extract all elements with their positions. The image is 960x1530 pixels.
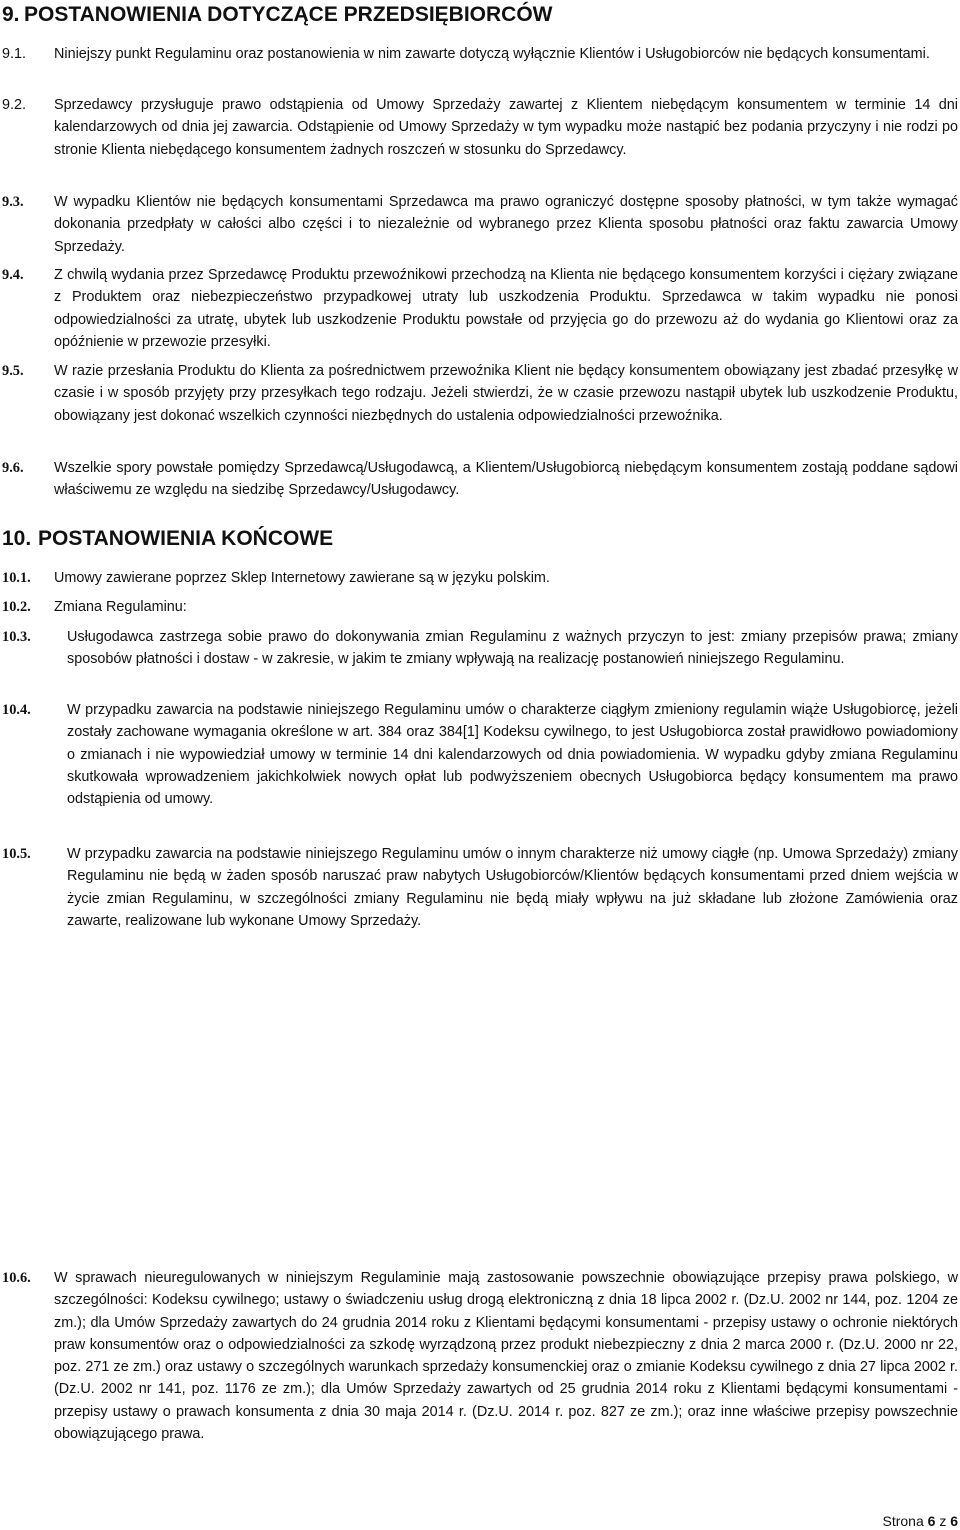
clause-text: Umowy zawierane poprzez Sklep Internetowy zawierane są w języku polskim. bbox=[54, 570, 550, 586]
clause-number: 10.2. bbox=[2, 599, 31, 615]
clause-10-5 bbox=[2, 843, 958, 932]
section-9-heading bbox=[2, 3, 553, 27]
current-page: 6 bbox=[927, 1513, 936, 1529]
section-10-title: POSTANOWIENIA KOŃCOWE bbox=[38, 527, 334, 550]
section-10-number: 10. bbox=[2, 527, 32, 550]
section-9-title: POSTANOWIENIA DOTYCZĄCE PRZEDSIĘBIORCÓW bbox=[24, 3, 553, 26]
page-word: Strona bbox=[882, 1513, 924, 1529]
clause-10-3 bbox=[2, 626, 958, 671]
clause-9-1 bbox=[2, 43, 958, 65]
clause-number: 9.5. bbox=[2, 363, 24, 379]
page-of: z bbox=[939, 1513, 947, 1529]
clause-number: 10.6. bbox=[2, 1270, 31, 1286]
clause-10-2 bbox=[2, 596, 958, 618]
clause-number: 10.5. bbox=[2, 846, 31, 862]
clause-text: Wszelkie spory powstałe pomiędzy Sprzedawcą/Usługodawcą, a Klientem/Usługobiorcą niebędącym konsumentem zostają poddane sądowi właściwemu ze względu na siedzibę Sprzedawcy/Usługodawcy. bbox=[54, 460, 958, 499]
clause-number: 9.4. bbox=[2, 267, 24, 283]
clause-text: W sprawach nieuregulowanych w niniejszym Regulaminie mają zastosowanie powszechnie obowiązujące przepisy prawa polskiego, w szczególności: Kodeksu cywilnego; ustawy o świadczeniu usług drogą elektroniczną z dnia 18 lipca 2002 r. (Dz.U. 2002 nr 144, poz. 1204 ze zm.); dla Umów Sprzedaży zawartych do 24 grudnia 2014 roku z Klientami będącymi konsumentami - przepisy ustawy o ochronie niektórych praw konsumentów oraz o odpowiedzialności za szkodę wyrządzoną przez produkt niebezpieczny z dnia 2 marca 2000 r. (Dz.U. 2000 nr 22, poz. 271 ze zm.) oraz ustawy o szczególnych warunkach sprzedaży konsumenckiej oraz o zmianie Kodeksu cywilnego z dnia 27 lipca 2002 r. (Dz.U. 2002 nr 141, poz. 1176 ze zm.); dla Umów Sprzedaży zawartych od 25 grudnia 2014 roku z Klientami będącymi konsumentami - przepisy ustawy o prawach konsumenta z dnia 30 maja 2014 r. (Dz.U. 2014 r. poz. 827 ze zm.); oraz inne właściwe przepisy powszechnie obowiązującego prawa. bbox=[54, 1270, 958, 1443]
clause-number: 10.3. bbox=[2, 629, 31, 645]
clause-text: W razie przesłania Produktu do Klienta za pośrednictwem przewoźnika Klient nie będący konsumentem obowiązany jest zbadać przesyłkę w czasie i w sposób przyjęty przy przesyłkach tego rodzaju. Jeżeli stwierdzi, że w czasie przewozu nastąpił ubytek lub uszkodzenie Produktu, obowiązany jest dokonać wszelkich czynności niezbędnych do ustalenia odpowiedzialności przewoźnika. bbox=[54, 363, 958, 424]
clause-10-4 bbox=[2, 699, 958, 810]
total-pages: 6 bbox=[950, 1513, 958, 1529]
clause-10-1 bbox=[2, 567, 958, 589]
clause-text: Z chwilą wydania przez Sprzedawcę Produktu przewoźnikowi przechodzą na Klienta nie będącego konsumentem korzyści i ciężary związane z Produktem oraz niebezpieczeństwo przypadkowej utraty lub uszkodzenia Produktu. Sprzedawca w takim wypadku nie ponosi odpowiedzialności za utratę, ubytek lub uszkodzenie Produktu powstałe od przyjęcia go do przewozu aż do wydania go Klientowi oraz za opóźnienie w przewozie przesyłki. bbox=[54, 267, 958, 350]
clause-number: 9.3. bbox=[2, 194, 24, 210]
clause-9-5 bbox=[2, 360, 958, 427]
clause-number: 10.4. bbox=[2, 702, 31, 718]
section-9-number: 9. bbox=[2, 3, 20, 26]
clause-number: 9.2. bbox=[2, 97, 27, 113]
clause-9-4 bbox=[2, 264, 958, 353]
section-10-heading bbox=[2, 527, 333, 551]
clause-text: Zmiana Regulaminu: bbox=[54, 599, 187, 615]
page-indicator bbox=[882, 1512, 958, 1530]
clause-9-3 bbox=[2, 191, 958, 258]
clause-number: 9.1. bbox=[2, 46, 27, 62]
clause-text: W przypadku zawarcia na podstawie niniejszego Regulaminu umów o innym charakterze niż umowy ciągłe (np. Umowa Sprzedaży) zmiany Regulaminu nie będą w żaden sposób naruszać praw nabytych Usługobiorców/Klientów będących konsumentami przed dniem wejścia w życie zmian Regulaminu, w szczególności zmiany Regulaminu nie będą miały wpływu na już składane lub złożone Zamówienia oraz zawarte, realizowane lub wykonane Umowy Sprzedaży. bbox=[67, 846, 958, 929]
clause-10-6 bbox=[2, 1267, 958, 1445]
clause-text: Sprzedawcy przysługuje prawo odstąpienia od Umowy Sprzedaży zawartej z Klientem niebędącym konsumentem w terminie 14 dni kalendarzowych od dnia jej zawarcia. Odstąpienie od Umowy Sprzedaży w tym wypadku może nastąpić bez podania przyczyny i nie rodzi po stronie Klienta niebędącego konsumentem żadnych roszczeń w stosunku do Sprzedawcy. bbox=[54, 97, 958, 158]
clause-number: 9.6. bbox=[2, 460, 24, 476]
clause-9-6 bbox=[2, 457, 958, 502]
clause-text: Niniejszy punkt Regulaminu oraz postanowienia w nim zawarte dotyczą wyłącznie Klientów i Usługobiorców nie będących konsumentami. bbox=[54, 46, 930, 62]
clause-text: W wypadku Klientów nie będących konsumentami Sprzedawca ma prawo ograniczyć dostępne sposoby płatności, w tym także wymagać dokonania przedpłaty w całości albo części i to niezależnie od wybranego przez Klienta sposobu płatności oraz faktu zawarcia Umowy Sprzedaży. bbox=[54, 194, 958, 255]
clause-9-2 bbox=[2, 94, 958, 161]
clause-number: 10.1. bbox=[2, 570, 31, 586]
clause-text: W przypadku zawarcia na podstawie niniejszego Regulaminu umów o charakterze ciągłym zmieniony regulamin wiąże Usługobiorcę, jeżeli zostały zachowane wymagania określone w art. 384 oraz 384[1] Kodeksu cywilnego, to jest Usługobiorca został prawidłowo powiadomiony o zmianach i nie wypowiedział umowy w terminie 14 dni kalendarzowych od dnia powiadomienia. W wypadku gdyby zmiana Regulaminu skutkowała wprowadzeniem jakichkolwiek nowych opłat lub podwyższeniem obecnych Usługobiorca będący konsumentem ma prawo odstąpienia od umowy. bbox=[67, 702, 958, 808]
clause-text: Usługodawca zastrzega sobie prawo do dokonywania zmian Regulaminu z ważnych przyczyn to jest: zmiany przepisów prawa; zmiany sposobów płatności i dostaw - w zakresie, w jakim te zmiany wpływają na realizację postanowień niniejszego Regulaminu. bbox=[67, 629, 958, 668]
